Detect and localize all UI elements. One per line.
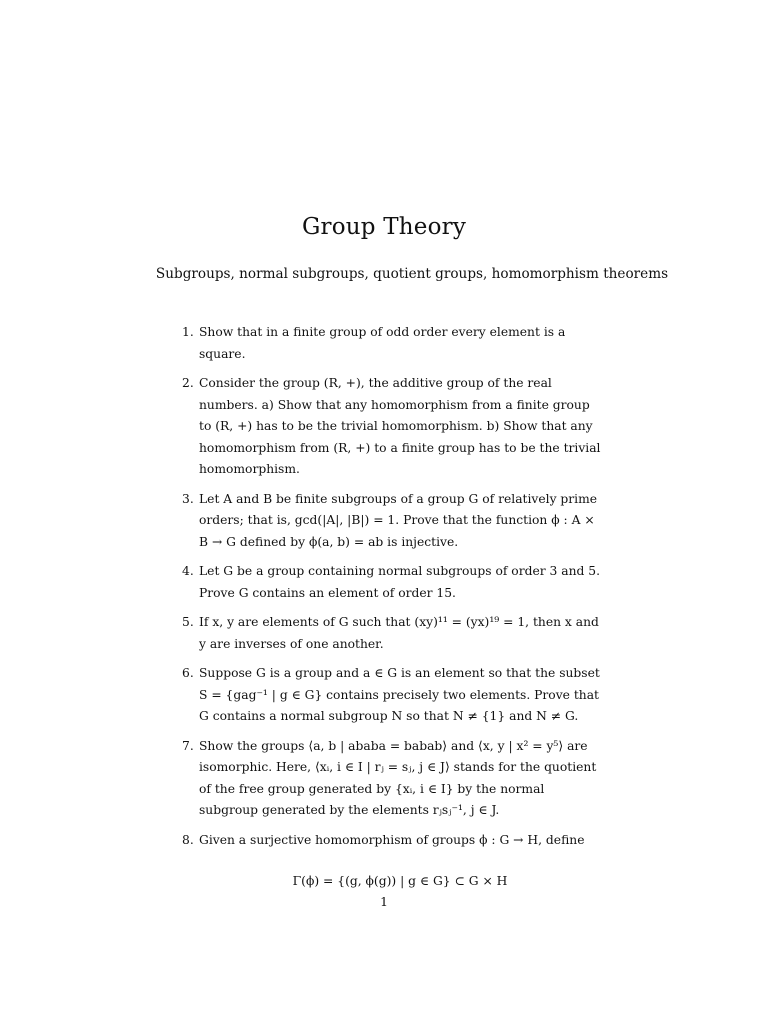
problem-item	[0, 322, 601, 365]
problem-item	[0, 663, 601, 728]
problem-item	[0, 612, 601, 655]
problem-text: Given a surjective homomorphism of groups ϕ : G → H, define	[199, 832, 585, 847]
problem-item	[0, 489, 601, 554]
document-title: Group Theory	[301, 214, 467, 240]
problem-number: 4 .	[182, 561, 194, 583]
document-subtitle: Subgroups, normal subgroups, quotient groups, homomorphism theorems	[155, 266, 669, 282]
problem-number: 1 .	[182, 322, 194, 344]
problem-list	[0, 322, 768, 901]
problem-number: 3 .	[182, 489, 194, 511]
problem-item	[0, 373, 601, 481]
problem-item	[0, 561, 601, 604]
problem-text: If x, y are elements of G such that (xy)¹¹ = (yx)¹⁹ = 1, then x and y are inverses of one another.	[199, 615, 599, 651]
problem-text: Show the groups ⟨a, b | ababa = babab⟩ and ⟨x, y | x² = y⁵⟩ are isomorphic. Here, ⟨xᵢ, i ∈ I | rⱼ = sⱼ, j ∈ J⟩ stands for the quotient of the free group generated by {xᵢ, i ∈ I} by the normal subgroup generated by the elements rⱼsⱼ⁻¹, j ∈ J.	[199, 738, 597, 817]
problem-number: 6 .	[182, 663, 194, 685]
problem-text: Suppose G is a group and a ∈ G is an element so that the subset S = {gag⁻¹ | g ∈ G} contains precisely two elements. Prove that G contains a normal subgroup N so that N ≠ {1} and N ≠ G.	[199, 666, 600, 723]
problem-text: Consider the group (R, +), the additive group of the real numbers. a) Show that any homomorphism from a finite group to (R, +) has to be the trivial homomorphism. b) Show that any homomorphism from (R, +) to a finite group has to be the trivial homomorphism.	[199, 376, 601, 476]
problem-number: 2 .	[182, 373, 194, 395]
problem-text: Show that in a finite group of odd order every element is a square.	[199, 325, 566, 361]
problem-text: Let A and B be finite subgroups of a group G of relatively prime orders; that is, gcd(|A|, |B|) = 1. Prove that the function ϕ : A × B → G defined by ϕ(a, b) = ab is injective.	[199, 491, 598, 549]
problem-text: Let G be a group containing normal subgroups of order 3 and 5. Prove G contains an element of order 15.	[199, 564, 601, 600]
problem-item	[0, 830, 601, 893]
problem-number: 7 .	[182, 736, 194, 758]
problem-number: 8 .	[182, 830, 194, 852]
display-equation: Γ(ϕ) = {(g, ϕ(g)) | g ∈ G} ⊂ G × H	[292, 874, 508, 888]
problem-item	[0, 736, 601, 822]
page-number: 1	[380, 895, 388, 909]
problem-number: 5 .	[182, 612, 194, 634]
